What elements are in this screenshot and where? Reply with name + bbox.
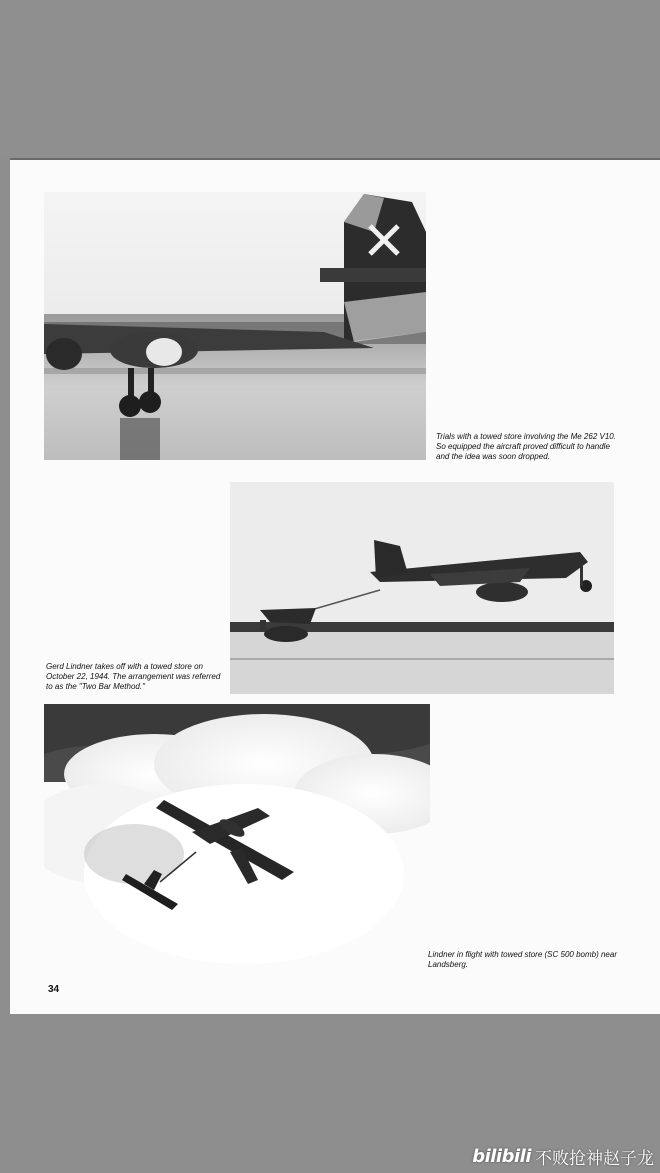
caption-photo-2: Gerd Lindner takes off with a towed store on October 22, 1944. The arrangement was referred to as the "Two Bar Method." <box>46 662 221 691</box>
book-page <box>10 158 660 1014</box>
photo-me262-v10-ground <box>44 192 426 460</box>
watermark <box>472 1144 654 1169</box>
caption-photo-3: Lindner in flight with towed store (SC 500 bomb) near Landsberg. <box>428 950 617 969</box>
page-number: 34 <box>48 984 60 995</box>
caption-photo-1: Trials with a towed store involving the Me 262 V10. So equipped the aircraft proved difficult to handle and the idea was soon dropped. <box>436 432 616 461</box>
watermark-text: 不败抢神赵子龙 <box>535 1149 654 1169</box>
bilibili-logo: bilibili <box>472 1146 531 1167</box>
photo-lindner-in-flight <box>44 704 430 974</box>
background-top <box>0 0 660 158</box>
photo-two-bar-takeoff <box>230 482 614 694</box>
